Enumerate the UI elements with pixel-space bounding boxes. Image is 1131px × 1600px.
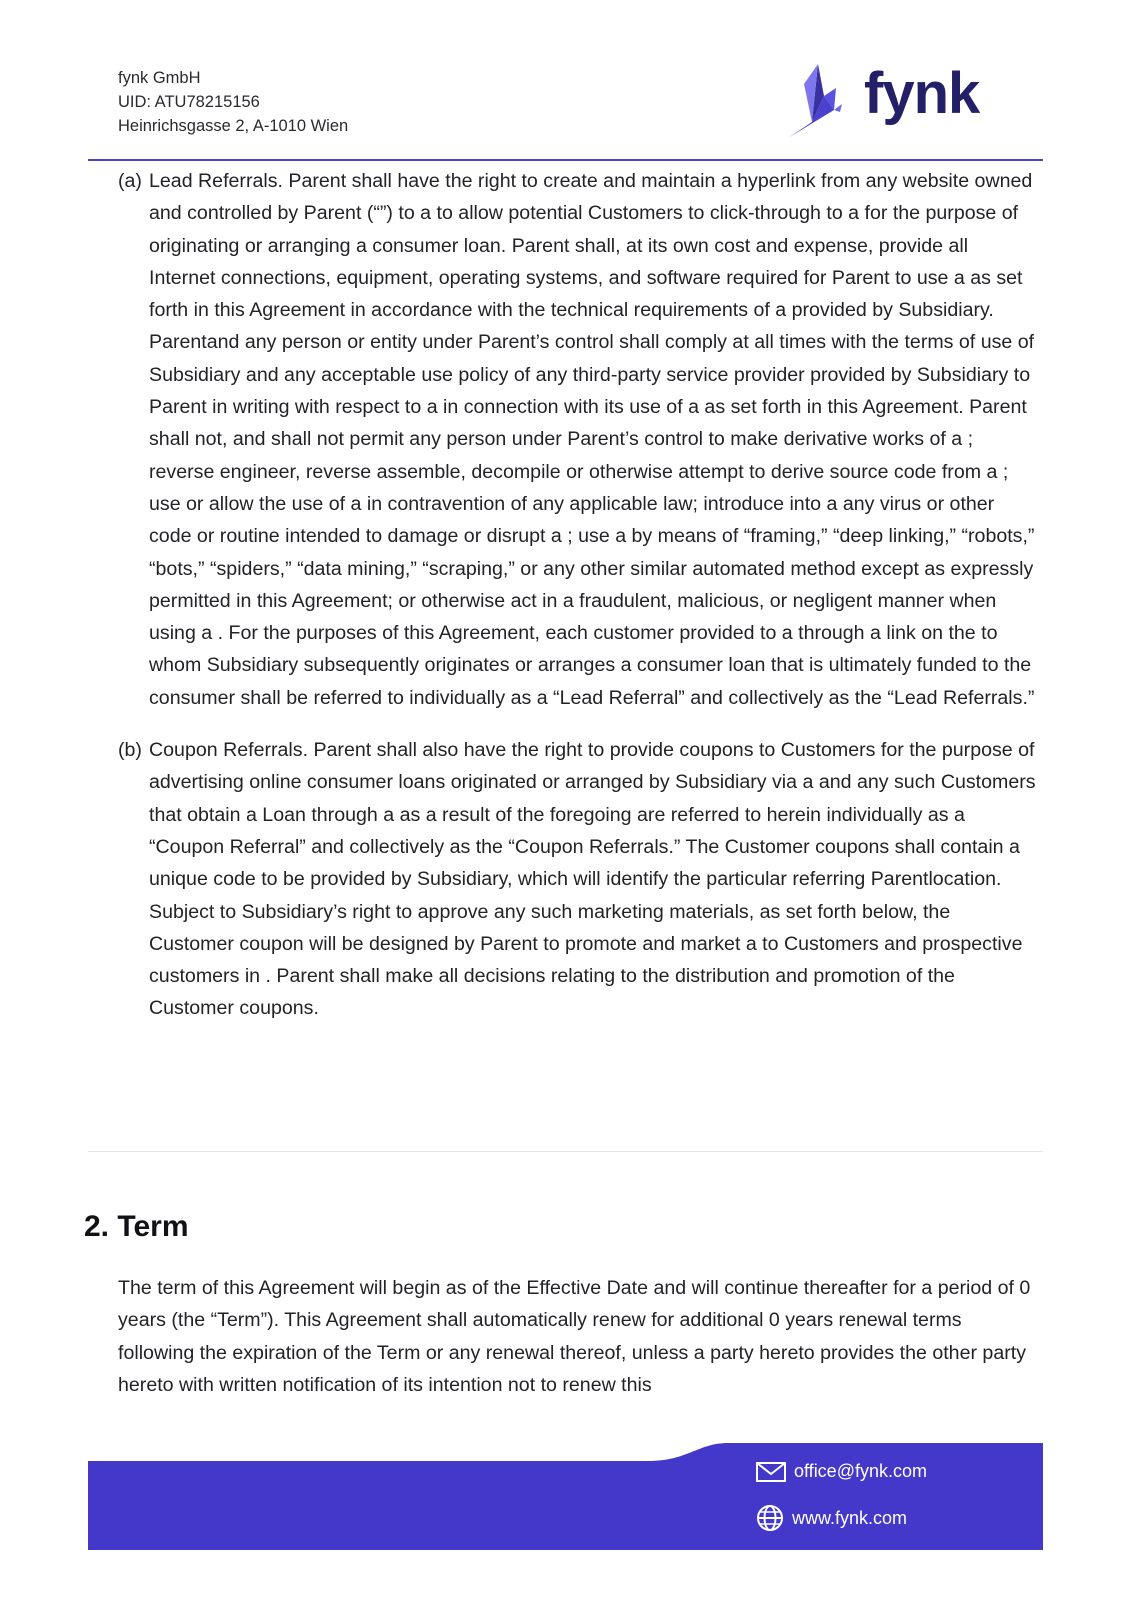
bird-logo-icon: [790, 62, 860, 142]
clause-marker: (b): [118, 739, 142, 762]
footer-shape: [88, 1443, 1043, 1550]
fynk-logo: [806, 62, 1006, 142]
clause-marker: (a): [118, 170, 142, 192]
footer-website[interactable]: [756, 1504, 907, 1532]
company-name: fynk GmbH: [118, 69, 201, 87]
globe-icon: [756, 1504, 784, 1532]
website-text: www.fynk.com: [792, 1507, 908, 1528]
email-text: office@fynk.com: [794, 1461, 927, 1481]
clause-list: [118, 165, 1038, 1025]
company-uid: UID: ATU78215156: [118, 93, 260, 111]
section-title: 2. Term: [84, 1210, 189, 1243]
mail-icon: [756, 1462, 786, 1482]
clause-text: Lead Referrals. Parent shall have the right to create and maintain a hyperlink from any website owned and controlled by Parent (“”) to a to allow potential Customers to click-through to a for the purpose of originating or arranging a consumer loan. Parent shall, at its own cost and expense, provide all Internet connections, equipment, operating systems, and software required for Parent to use a as set forth in this Agreement in accordance with the technical requirements of a provided by Subsidiary. Parentand any person or entity under Parent’s control shall comply at all times with the terms of use of Subsidiary and any acceptable use policy of any third-party service provider provided by Subsidiary to Parent in writing with respect to a in connection with its use of a as set forth in this Agreement. Parent shall not, and shall not permit any person under Parent’s control to make derivative works of a ; reverse engineer, reverse assemble, decompile or otherwise attempt to derive source code from a ; use or allow the use of a in contravention of any applicable law; introduce into a any virus or other code or routine intended to damage or disrupt a ; use a by means of “framing,” “deep linking,” “robots,” “bots,” “spiders,” “data mining,” “scraping,” or any other similar automated method except as expressly permitted in this Agreement; or otherwise act in a fraudulent, malicious, or negligent manner when using a . For the purposes of this Agreement, each customer provided to a through a link on the to whom Subsidiary subsequently originates or arranges a consumer loan that is ultimately funded to the consumer shall be referred to individually as a “Lead Referral” and collectively as the “Lead Referrals.”: [149, 170, 1035, 709]
clause-coupon-referrals: [118, 734, 1038, 1025]
logo-wordmark: fynk: [864, 61, 980, 126]
clause-lead-referrals: [118, 165, 1038, 714]
company-info: [118, 66, 348, 138]
footer-band: [88, 1443, 1043, 1550]
clause-text: Coupon Referrals. Parent shall also have the right to provide coupons to Customers for the purpose of advertising online consumer loans originated or arranged by Subsidiary via a and any such Customers that obtain a Loan through a as a result of the foregoing are referred to herein individually as a “Coupon Referral” and collectively as the “Coupon Referrals.” The Customer coupons shall contain a unique code to be provided by Subsidiary, which will identify the particular referring Parentlocation. Subject to Subsidiary’s right to approve any such marketing materials, as set forth below, the Customer coupon will be designed by Parent to promote and market a to Customers and prospective customers in . Parent shall make all decisions relating to the distribution and promotion of the Customer coupons.: [149, 739, 1036, 1020]
footer-email[interactable]: [756, 1461, 927, 1482]
company-address: Heinrichsgasse 2, A-1010 Wien: [118, 117, 349, 135]
header-divider: [88, 159, 1043, 161]
section-divider: [88, 1151, 1043, 1152]
section-body: The term of this Agreement will begin as of the Effective Date and will continue thereafter for a period of 0 years (the “Term”). This Agreement shall automatically renew for additional 0 years renewal terms following the expiration of the Term or any renewal thereof, unless a party hereto provides the other party hereto with written notification of its intention not to renew this: [118, 1277, 1031, 1396]
